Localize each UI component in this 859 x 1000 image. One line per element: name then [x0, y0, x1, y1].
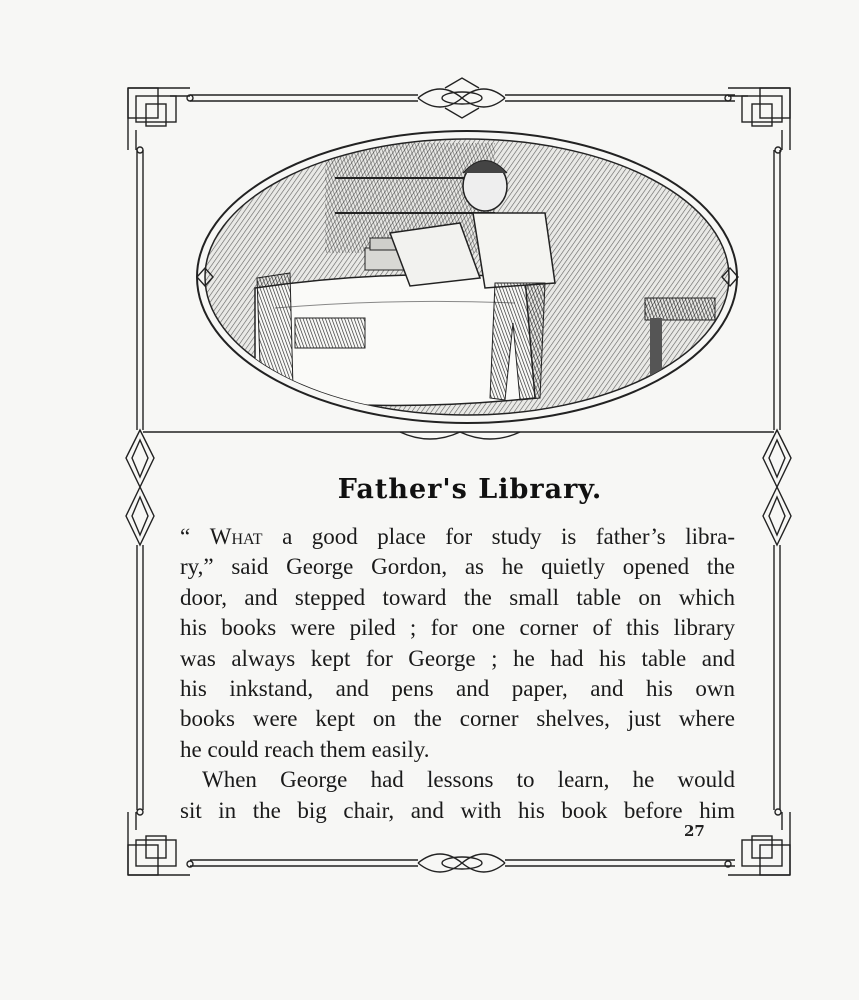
page-title: Father's Library.: [337, 474, 603, 505]
text-line: books were kept on the corner shelves, just where: [180, 706, 735, 732]
text-line: was always kept for George ; he had his table and: [180, 645, 735, 671]
open-quote: “: [180, 524, 210, 549]
line-text: a good place for study is father’s libra-: [262, 524, 735, 549]
text-line: his books were piled ; for one corner of this library: [180, 615, 735, 641]
paragraph: [180, 522, 735, 765]
smallcaps-word: What: [209, 524, 263, 549]
paragraph: [180, 765, 735, 826]
text-line: door, and stepped toward the small table on which: [180, 584, 735, 610]
text-line: sit in the big chair, and with his book before him: [180, 797, 735, 823]
body-text: [180, 522, 735, 826]
text-line: he could reach them easily.: [180, 736, 430, 762]
engraving-illustration: [195, 128, 740, 426]
text-line: his inkstand, and pens and paper, and his own: [180, 675, 735, 701]
text-line: [180, 522, 735, 552]
page-number: 27: [684, 822, 705, 840]
text-line: ry,” said George Gordon, as he quietly opened the: [180, 554, 735, 580]
text-line: When George had lessons to learn, he would: [202, 767, 735, 793]
